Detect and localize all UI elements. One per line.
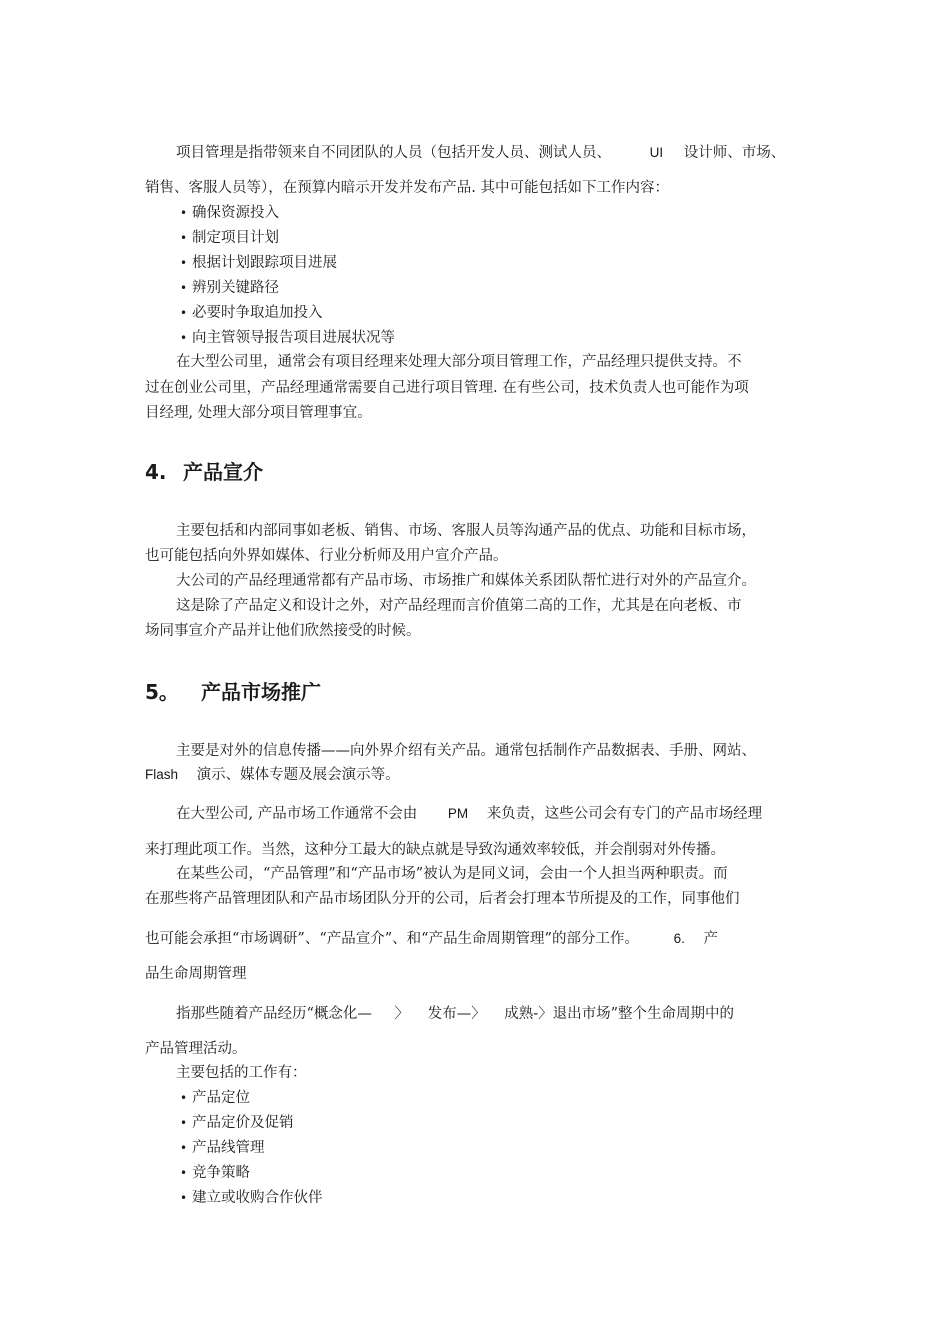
paragraph-line: 主要是对外的信息传播——向外界介绍有关产品。通常包括制作产品数据表、手册、网站、 xyxy=(176,743,756,759)
paragraph-line: 也可能包括向外界如媒体、行业分析师及用户宣介产品。 xyxy=(145,548,508,564)
list-item: • 产品定位 xyxy=(180,1088,250,1108)
list-item: • 产品定价及促销 xyxy=(180,1113,294,1133)
paragraph-line: 主要包括的工作有： xyxy=(176,1065,307,1081)
list-item: • 产品线管理 xyxy=(180,1138,265,1158)
list-item: • 辨别关键路径 xyxy=(180,278,279,298)
paragraph-line: 过在创业公司里，产品经理通常需要自己进行项目管理. 在有些公司，技术负责人也可能作为项 xyxy=(145,380,749,396)
paragraph-line: 大公司的产品经理通常都有产品市场、市场推广和媒体关系团队帮忙进行对外的产品宣介。 xyxy=(176,573,756,589)
text-ui: UI xyxy=(649,145,664,160)
list-item: • 必要时争取追加投入 xyxy=(180,303,323,323)
paragraph-line: 在某些公司，“产品管理”和“产品市场”被认为是同义词，会由一个人担当两种职责。而 xyxy=(176,866,728,882)
list-item: • 竞争策略 xyxy=(180,1163,250,1183)
text: 来负责，这些公司会有专门的产品市场经理 xyxy=(486,806,763,822)
paragraph-line xyxy=(176,804,762,824)
paragraph-line xyxy=(145,765,400,785)
list-item: • 向主管领导报告项目进展状况等 xyxy=(180,328,395,348)
section-heading xyxy=(145,679,321,705)
inline-section-number: 6. xyxy=(673,931,685,946)
paragraph-line xyxy=(176,1004,734,1024)
paragraph-line: 在那些将产品管理团队和产品市场团队分开的公司，后者会打理本节所提及的工作，同事他们 xyxy=(145,891,740,907)
paragraph-line: 这是除了产品定义和设计之外，对产品经理而言价值第二高的工作，尤其是在向老板、市 xyxy=(176,598,742,614)
paragraph-line: 场同事宣介产品并让他们欣然接受的时候。 xyxy=(145,623,421,639)
text: 〉 xyxy=(394,1006,410,1022)
paragraph-line xyxy=(145,929,718,949)
section-number: 4. xyxy=(145,460,167,484)
paragraph-line: 产品管理活动。 xyxy=(145,1041,247,1057)
text: 也可能会承担“市场调研”、“产品宣介”、和“产品生命周期管理”的部分工作。 xyxy=(145,931,639,947)
section-title: 产品市场推广 xyxy=(201,680,321,704)
paragraph-line: 主要包括和内部同事如老板、销售、市场、客服人员等沟通产品的优点、功能和目标市场， xyxy=(176,523,756,539)
paragraph-line: 来打理此项工作。当然，这种分工最大的缺点就是导致沟通效率较低，并会削弱对外传播。 xyxy=(145,842,725,858)
text: 成熟-〉退出市场”整个生命周期中的 xyxy=(504,1006,735,1022)
paragraph-line: 目经理, 处理大部分项目管理事宜。 xyxy=(145,405,372,421)
text: 指那些随着产品经历“概念化— xyxy=(176,1006,372,1022)
list-item: • 制定项目计划 xyxy=(180,228,279,248)
text: 演示、媒体专题及展会演示等。 xyxy=(196,767,400,783)
section-number: 5。 xyxy=(145,680,179,704)
text: 项目管理是指带领来自不同团队的人员（包括开发人员、测试人员、 xyxy=(176,145,611,161)
text-pm: PM xyxy=(447,806,469,821)
text: 发布—〉 xyxy=(427,1006,486,1022)
inline-section-title: 产 xyxy=(703,931,718,947)
paragraph-line: 销售、客服人员等），在预算内暗示开发并发布产品. 其中可能包括如下工作内容： xyxy=(145,180,669,196)
text: 设计师、市场、 xyxy=(683,145,786,161)
text: 在大型公司, 产品市场工作通常不会由 xyxy=(176,806,418,822)
paragraph-line: 品生命周期管理 xyxy=(145,966,247,982)
section-heading xyxy=(145,459,263,485)
paragraph-line xyxy=(176,143,785,163)
section-title: 产品宣介 xyxy=(183,460,263,484)
list-item: • 确保资源投入 xyxy=(180,203,279,223)
paragraph-line: 在大型公司里，通常会有项目经理来处理大部分项目管理工作，产品经理只提供支持。不 xyxy=(176,354,742,370)
list-item: • 建立或收购合作伙伴 xyxy=(180,1188,323,1208)
list-item: • 根据计划跟踪项目进展 xyxy=(180,253,337,273)
text-flash: Flash xyxy=(145,767,179,782)
